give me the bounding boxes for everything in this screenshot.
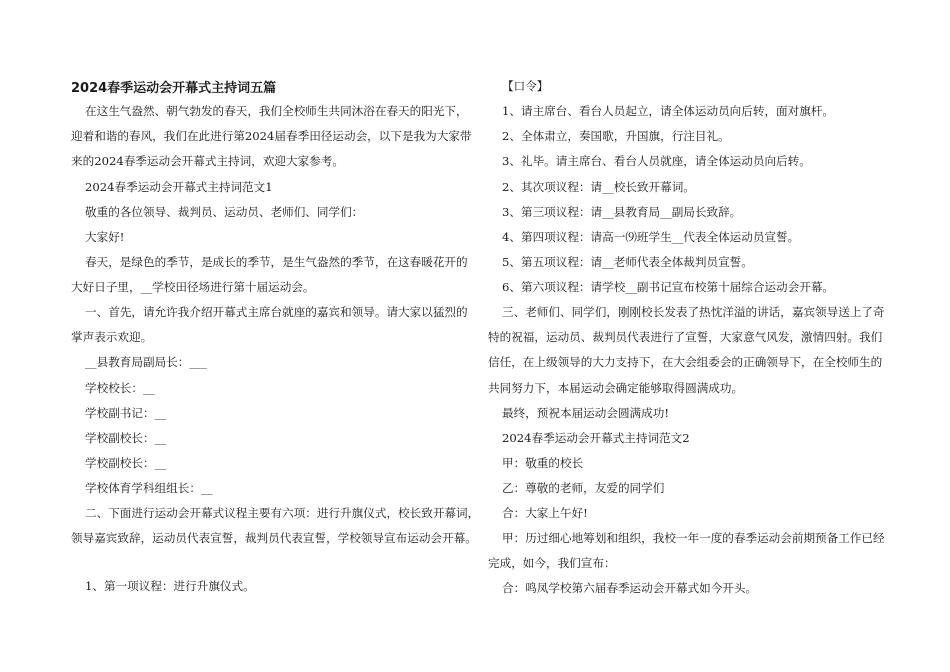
paragraph-line: 一、首先，请允许我介绍开幕式主席台就座的嘉宾和领导。请大家以猛烈的 (85, 305, 468, 319)
paragraph-line: 信任，在上级领导的大力支持下，在大会组委会的正确领导下，在全校师生的 (488, 355, 883, 369)
paragraph-line: 掌声表示欢迎。 (71, 330, 153, 344)
paragraph-line: 二、下面进行运动会开幕式议程主要有六项：进行升旗仪式，校长致开幕词， (85, 506, 480, 520)
paragraph-line: 春天，是绿色的季节，是成长的季节，是生气盎然的季节，在这春暖花开的 (85, 255, 468, 269)
paragraph-line: 6、第六项议程：请学校__副书记宣布校第十届综合运动会开幕。 (502, 280, 835, 294)
paragraph-line: 特的祝福，运动员、裁判员代表进行了宣誓，大家意气风发，激情四射。我们 (488, 330, 883, 344)
paragraph-line: 最终，预祝本届运动会圆满成功! (502, 406, 669, 420)
paragraph-line: 大家好! (85, 230, 125, 244)
paragraph-line: 乙：尊敬的老师，友爱的同学们 (502, 481, 665, 495)
paragraph-line: 1、第一项议程：进行升旗仪式。 (85, 579, 255, 593)
section-heading: 2024春季运动会开幕式主持词范文2 (502, 431, 690, 445)
paragraph-line: 2、其次项议程：请__校长致开幕词。 (502, 180, 695, 194)
paragraph-line: 共同努力下，本届运动会确定能够取得圆满成功。 (488, 381, 744, 395)
paragraph-line: 学校副校长：__ (85, 431, 167, 445)
paragraph-line: 完成，如今，我们宣布： (488, 556, 616, 570)
paragraph-line: 学校副书记：__ (85, 406, 167, 420)
paragraph-line: 学校体育学科组组长：__ (85, 481, 213, 495)
paragraph-line: 大好日子里，__学校田径场进行第十届运动会。 (71, 280, 315, 294)
paragraph-line: 4、第四项议程：请高一⑼班学生__代表全体运动员宣誓。 (502, 230, 800, 244)
paragraph-line: __县教育局副局长：___ (85, 355, 207, 369)
paragraph-line: 迎着和谐的春风，我们在此进行第2024届春季田径运动会，以下是我为大家带 (71, 129, 472, 143)
section-heading: 2024春季运动会开幕式主持词范文1 (85, 180, 273, 194)
paragraph-line: 三、老师们、同学们，刚刚校长发表了热忱洋溢的讲话，嘉宾领导送上了奇 (502, 305, 885, 319)
paragraph-line: 5、第五项议程：请__老师代表全体裁判员宣誓。 (502, 255, 753, 269)
document-title: 2024春季运动会开幕式主持词五篇 (71, 81, 277, 96)
paragraph-line: 敬重的各位领导、裁判员、运动员、老师们、同学们： (85, 205, 364, 219)
paragraph-line: 2、全体肃立，奏国歌，升国旗，行注目礼。 (502, 129, 730, 143)
paragraph-line: 学校副校长：__ (85, 456, 167, 470)
paragraph-line: 学校校长：__ (85, 381, 155, 395)
paragraph-line: 领导嘉宾致辞，运动员代表宣誓，裁判员代表宣誓，学校领导宣布运动会开幕。 (71, 531, 477, 545)
paragraph-line: 合：鸣凤学校第六届春季运动会开幕式如今开头。 (502, 581, 758, 595)
paragraph-line: 在这生气盎然、朝气勃发的春天，我们全校师生共同沐浴在春天的阳光下， (85, 104, 468, 118)
paragraph-line: 甲：历过细心地筹划和组织，我校一年一度的春季运动会前期预备工作已经 (502, 531, 885, 545)
section-heading: 【口令】 (502, 79, 549, 93)
paragraph-line: 3、第三项议程：请__县教育局__副局长致辞。 (502, 205, 742, 219)
paragraph-line: 来的2024春季运动会开幕式主持词，欢迎大家参考。 (71, 154, 344, 168)
paragraph-line: 3、礼毕。请主席台、看台人员就座，请全体运动员向后转。 (502, 154, 811, 168)
paragraph-line: 1、请主席台、看台人员起立，请全体运动员向后转，面对旗杆。 (502, 104, 835, 118)
paragraph-line: 甲：敬重的校长 (502, 456, 584, 470)
paragraph-line: 合：大家上午好! (502, 506, 588, 520)
